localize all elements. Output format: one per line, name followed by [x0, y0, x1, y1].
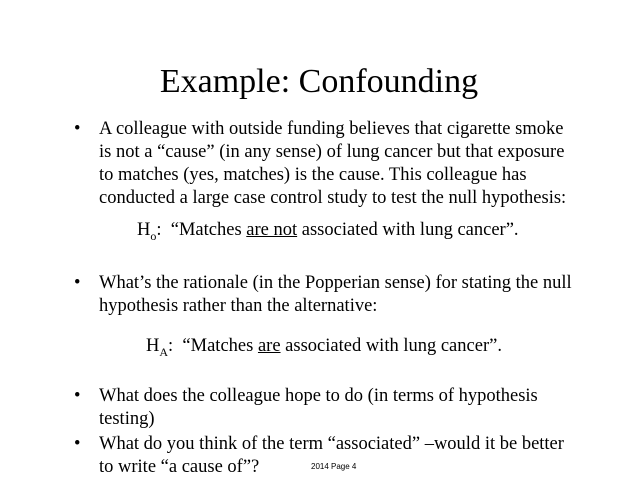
bullet-marker: • — [74, 273, 81, 293]
bullet-text — [99, 385, 538, 431]
bullet-line: conducted a large case control study to test the null hypothesis: — [99, 188, 567, 208]
bullet-text — [99, 272, 572, 318]
bullet-marker: • — [74, 119, 81, 139]
bullet-text — [99, 433, 564, 479]
hypothesis-text-end: associated with lung cancer”. — [297, 220, 519, 240]
bullet-line: What’s the rationale (in the Popperian sense) for stating the null — [99, 273, 572, 293]
null-hypothesis — [137, 219, 519, 243]
hypothesis-underlined-text: are not — [246, 220, 298, 240]
hypothesis-subscript: A — [159, 345, 169, 359]
bullet-line: What does the colleague hope to do (in terms of hypothesis — [99, 386, 538, 406]
hypothesis-text-end: associated with lung cancer”. — [280, 336, 502, 356]
bullet-line: to matches (yes, matches) is the cause. This colleague has — [99, 165, 527, 185]
hypothesis-text-start: : “Matches — [156, 220, 247, 240]
slide-title: Example: Confounding — [159, 63, 479, 100]
bullet-line: A colleague with outside funding believes that cigarette smoke — [99, 119, 564, 139]
page-footer: 2014 Page 4 — [311, 462, 357, 471]
bullet-line: testing) — [99, 409, 155, 429]
hypothesis-symbol: H — [146, 336, 160, 356]
bullet-marker: • — [74, 386, 81, 406]
hypothesis-underlined-text: are — [257, 336, 281, 356]
bullet-line: to write “a cause of”? — [99, 457, 260, 477]
bullet-marker: • — [74, 434, 81, 454]
alternative-hypothesis — [146, 335, 502, 359]
hypothesis-subscript: o — [150, 229, 157, 243]
bullet-line: What do you think of the term “associated” –would it be better — [99, 434, 564, 454]
hypothesis-symbol: H — [137, 220, 151, 240]
hypothesis-text-start: : “Matches — [168, 336, 258, 356]
bullet-text — [99, 118, 566, 210]
bullet-line: hypothesis rather than the alternative: — [99, 296, 378, 316]
bullet-line: is not a “cause” (in any sense) of lung cancer but that exposure — [99, 142, 565, 162]
